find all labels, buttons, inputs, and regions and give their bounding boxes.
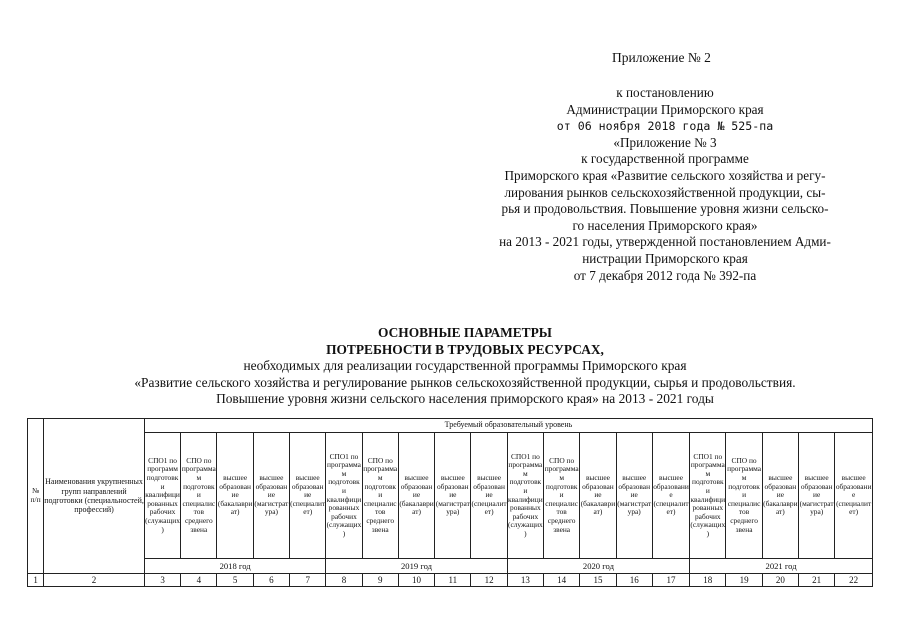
level-header: СПО по программам подготовки специалистов среднего звена: [726, 433, 762, 559]
appendix-line: го населения Приморского края»: [572, 217, 758, 233]
column-number: 10: [398, 574, 434, 587]
column-number: 12: [471, 574, 507, 587]
appendix-line: от 7 декабря 2012 года № 392-па: [573, 267, 757, 283]
title-line: ОСНОВНЫЕ ПАРАМЕТРЫ: [378, 325, 552, 340]
column-number: 14: [544, 574, 580, 587]
appendix-line: Приморского края «Развитие сельского хозяйства и регу-: [504, 167, 826, 183]
appendix-line: «Приложение № 3: [613, 134, 717, 150]
title-line: ПОТРЕБНОСТИ В ТРУДОВЫХ РЕСУРСАХ,: [326, 341, 604, 357]
level-header: высшее образование (магистратура): [616, 433, 652, 559]
document-title: [30, 325, 900, 408]
level-header: высшее образование (специалитет): [471, 433, 507, 559]
column-number: 1: [28, 574, 44, 587]
appendix-line: на 2013 - 2021 годы, утвержденной постановлением Адми-: [499, 234, 831, 250]
level-header: высшее образование (бакалавриат): [762, 433, 798, 559]
column-number: 4: [181, 574, 217, 587]
level-header: СПО1 по программам подготовки квалифицированных рабочих (служащих): [690, 433, 726, 559]
level-header: высшее образование (бакалавриат): [398, 433, 434, 559]
column-number: 13: [507, 574, 543, 587]
title-line: «Развитие сельского хозяйства и регулирование рынков сельскохозяйственной продукции, сырья и продовольствия.: [134, 374, 796, 390]
col-name-header: Наименования укрупненных групп направлений подготовки (специальностей, профессий): [44, 419, 145, 574]
appendix-label: Приложение № 2: [612, 50, 711, 65]
title-line: необходимых для реализации государственной программы Приморского края: [243, 358, 687, 374]
appendix-line: к государственной программе: [581, 151, 749, 167]
level-header: СПО по программам подготовки специалистов среднего звена: [544, 433, 580, 559]
labor-parameters-table: [27, 418, 873, 587]
column-number: 7: [290, 574, 326, 587]
year-header-2020: 2020 год: [507, 559, 689, 574]
column-number: 2: [44, 574, 145, 587]
level-header: высшее образование (специалитет): [835, 433, 873, 559]
column-number: 21: [799, 574, 835, 587]
column-number: 15: [580, 574, 616, 587]
appendix-line: к постановлению: [616, 85, 714, 100]
appendix-line: нистрации Приморского края: [582, 250, 748, 266]
year-header-2019: 2019 год: [326, 559, 507, 574]
level-header: высшее образование (бакалавриат): [580, 433, 616, 559]
column-number: 11: [435, 574, 471, 587]
year-header-2021: 2021 год: [690, 559, 873, 574]
required-level-header: Требуемый образовательный уровень: [144, 419, 872, 433]
column-number: 8: [326, 574, 362, 587]
column-number: 19: [726, 574, 762, 587]
column-number: 6: [253, 574, 289, 587]
appendix-line: от 06 ноября 2018 года № 525-па: [556, 119, 774, 134]
column-number: 22: [835, 574, 873, 587]
level-header: высшее образование (магистратура): [435, 433, 471, 559]
column-number: 5: [217, 574, 253, 587]
level-header: высшее образование (бакалавриат): [217, 433, 253, 559]
column-number: 17: [652, 574, 689, 587]
appendix-line: лирования рынков сельскохозяйственной продукции, сы-: [504, 184, 826, 200]
appendix-line: Администрации Приморского края: [566, 101, 764, 117]
title-line: Повышение уровня жизни сельского населения приморского края» на 2013 - 2021 годы: [216, 391, 714, 407]
appendix-line: рья и продовольствия. Повышение уровня жизни сельско-: [501, 201, 829, 217]
level-header: высшее образование (магистратура): [799, 433, 835, 559]
level-header: СПО1 по программам подготовки квалифицированных рабочих (служащих): [507, 433, 543, 559]
column-number: 18: [690, 574, 726, 587]
level-header: высшее образование (магистратура): [253, 433, 289, 559]
column-number: 20: [762, 574, 798, 587]
appendix-reference: [470, 85, 860, 284]
column-number: 16: [616, 574, 652, 587]
level-header: СПО по программам подготовки специалистов среднего звена: [362, 433, 398, 559]
year-header-2018: 2018 год: [144, 559, 325, 574]
level-header: СПО1 по программам подготовки квалифицированных рабочих (служащих): [326, 433, 362, 559]
level-header: высшее образование (специалитет): [652, 433, 689, 559]
col-number-header: № п/п: [28, 419, 44, 574]
level-header: СПО по программам подготовки специалистов среднего звена: [181, 433, 217, 559]
column-number: 3: [144, 574, 180, 587]
level-header: СПО1 по программ подготовки квалифицированных рабочих (служащих): [144, 433, 180, 559]
column-number: 9: [362, 574, 398, 587]
level-header: высшее образование (специалитет): [290, 433, 326, 559]
